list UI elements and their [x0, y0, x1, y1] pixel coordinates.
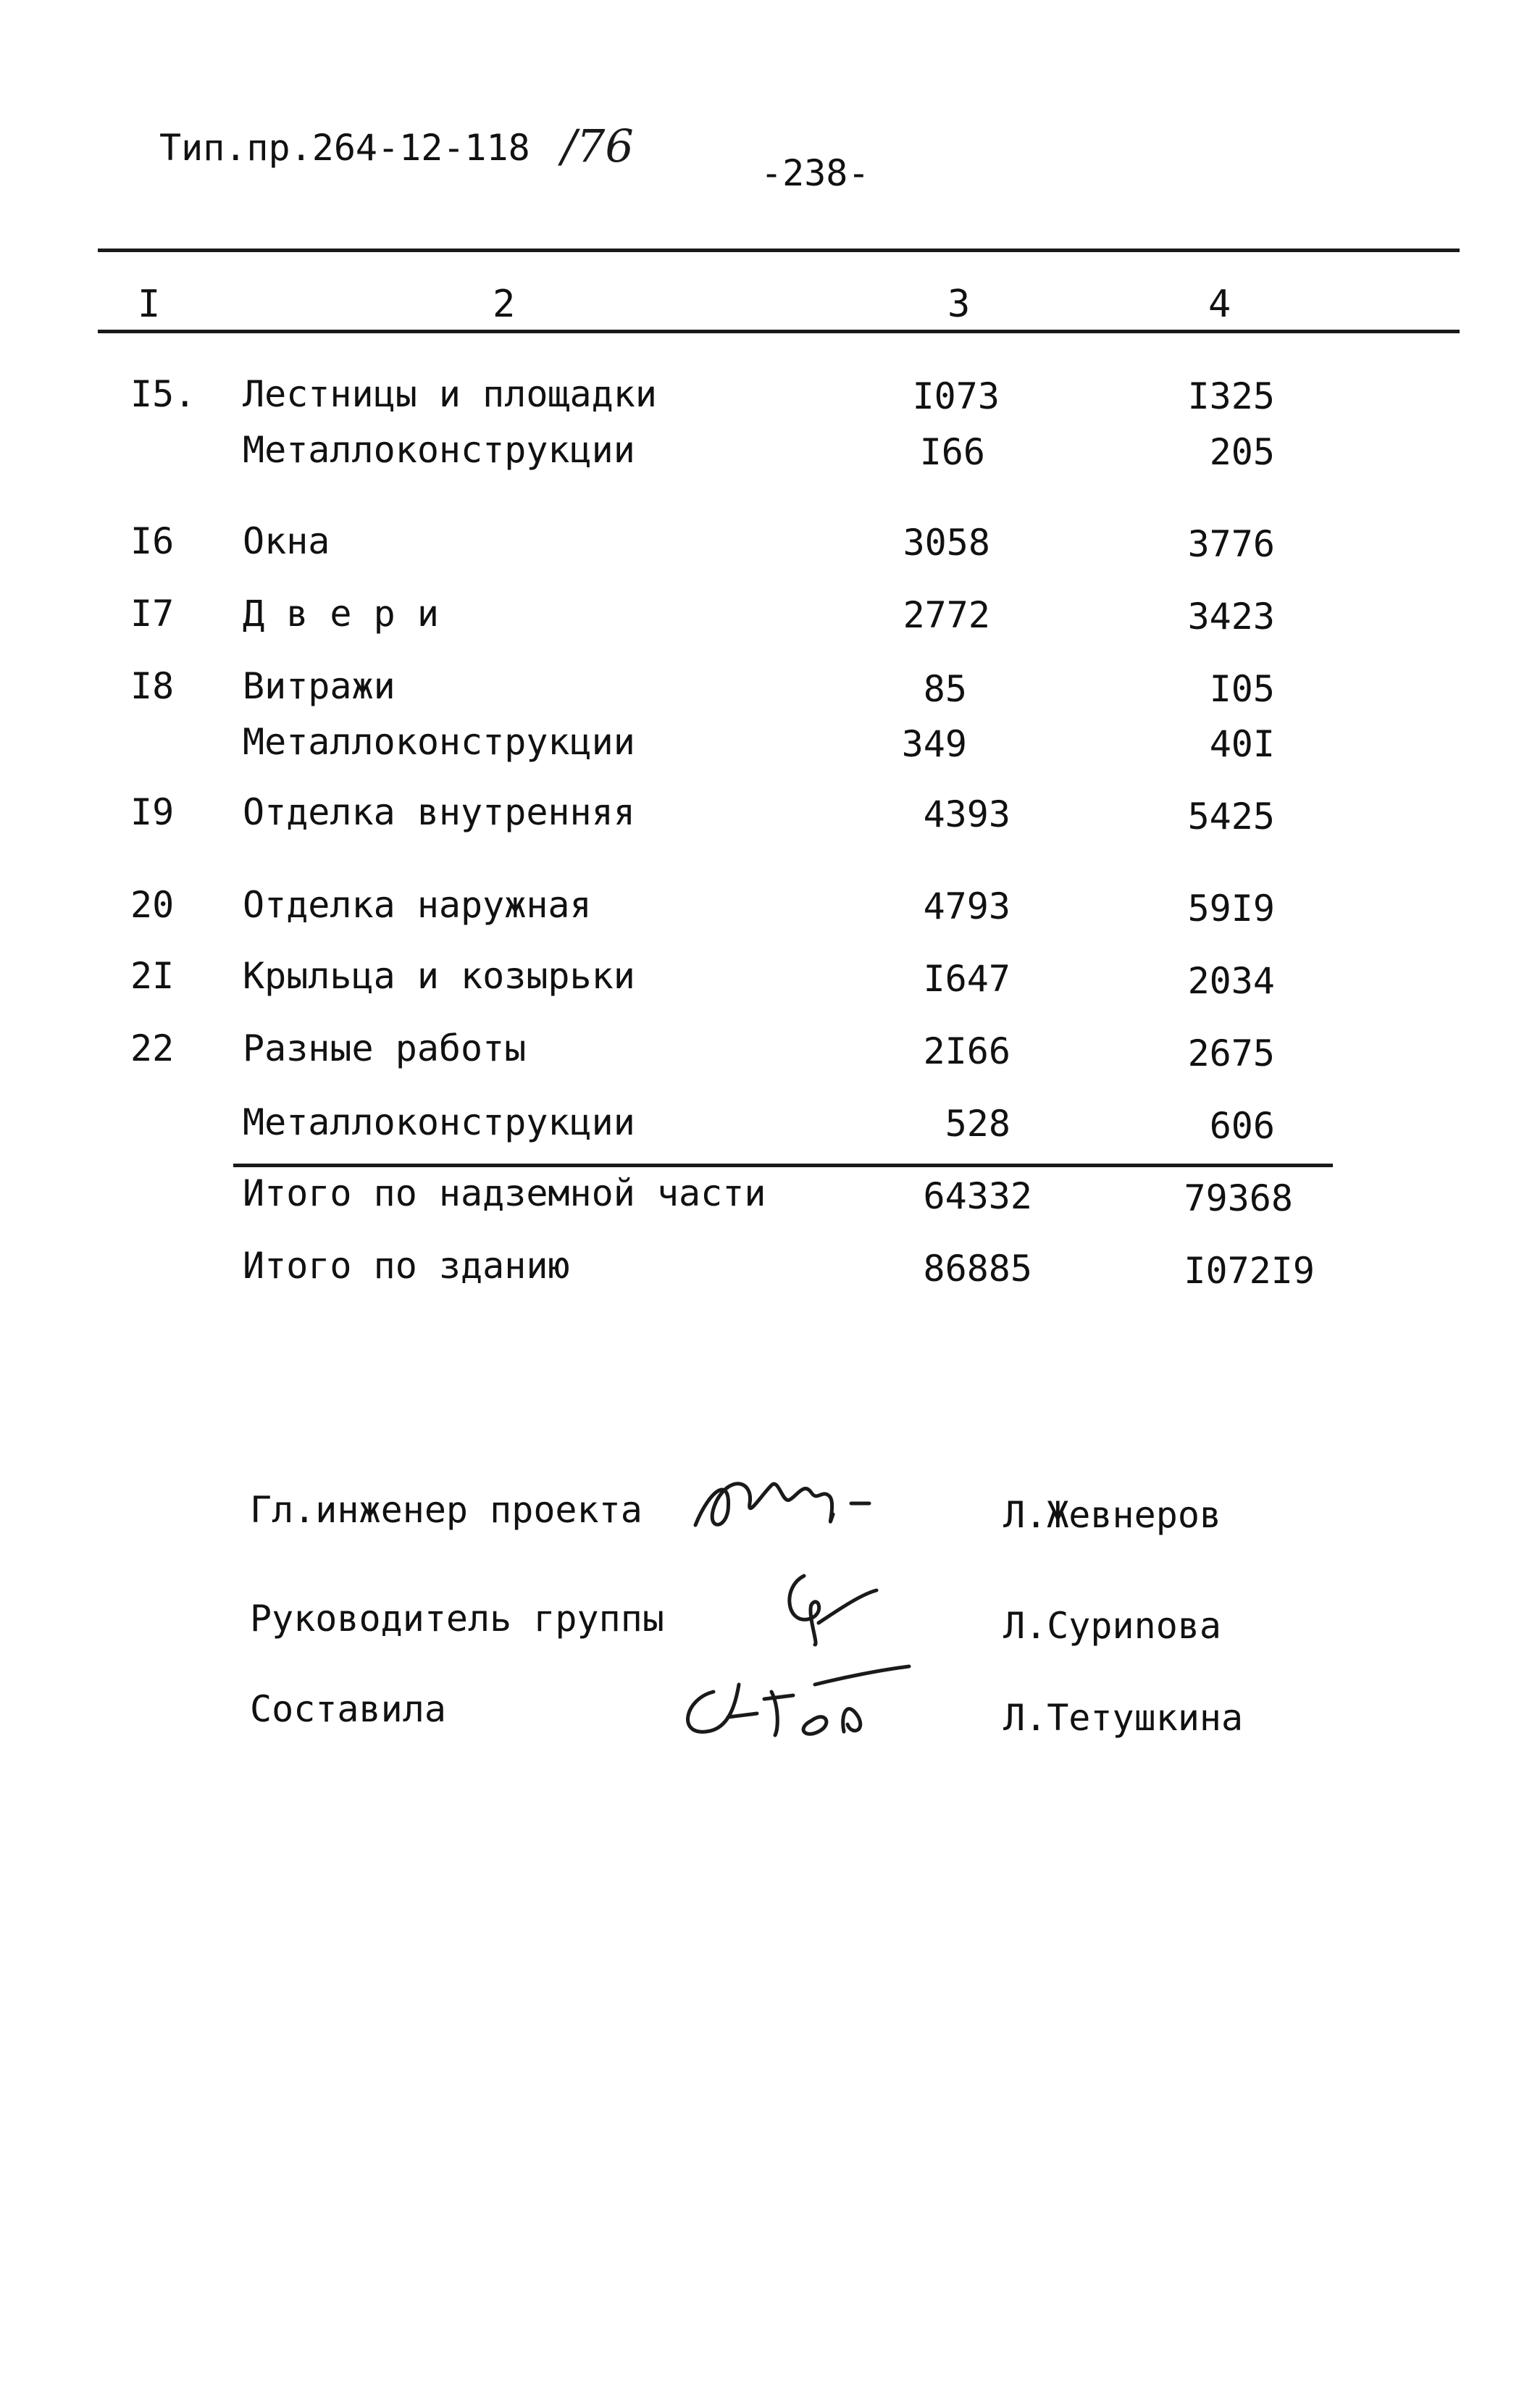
row-number: I5. [130, 373, 196, 415]
signatory-name: Л.Жевнеров [1003, 1494, 1222, 1536]
row-value-col3: I647 [923, 958, 1010, 1000]
row-value-col3: 4393 [923, 793, 1010, 835]
document-code: Тип.пр.264-12-118 [159, 127, 530, 169]
total-value-col4: I072I9 [1184, 1250, 1315, 1292]
table-top-rule [98, 249, 1460, 252]
row-value-col3: 3058 [903, 522, 990, 564]
row-number: 22 [130, 1027, 175, 1069]
total-value-col3: 86885 [923, 1248, 1032, 1290]
page-number: -238- [761, 152, 870, 194]
table-header-rule [98, 330, 1460, 333]
row-name: Окна [243, 520, 330, 562]
signature-role: Гл.инженер проекта [250, 1489, 643, 1531]
row-value-col4: I05 [1209, 668, 1275, 710]
row-value-col3: 85 [923, 668, 967, 710]
handwritten-signature-1 [688, 1460, 891, 1547]
row-name: Д в е р и [243, 593, 439, 635]
column-header-3: 3 [947, 283, 971, 326]
total-label: Итого по надземной части [243, 1172, 766, 1214]
total-value-col3: 64332 [923, 1175, 1032, 1217]
column-header-1: I [138, 283, 161, 326]
row-value-col3: 349 [901, 723, 967, 765]
row-number: I9 [130, 791, 175, 833]
row-name: Отделка наружная [243, 884, 592, 926]
row-number: I8 [130, 665, 175, 707]
signature-role: Руководитель группы [250, 1598, 664, 1640]
row-number: 20 [130, 884, 175, 926]
row-value-col3: 2I66 [923, 1030, 1010, 1072]
row-name: Разные работы [243, 1027, 527, 1069]
row-name: Витражи [243, 665, 396, 707]
row-value-col3: 2772 [903, 594, 990, 636]
row-value-col4: I325 [1187, 375, 1275, 417]
row-value-col4: 606 [1209, 1105, 1275, 1147]
column-header-4: 4 [1208, 283, 1231, 326]
column-header-2: 2 [493, 283, 516, 326]
row-name: Металлоконструкции [243, 721, 635, 763]
row-name: Отделка внутренняя [243, 791, 635, 833]
row-number: 2I [130, 955, 175, 997]
total-label: Итого по зданию [243, 1245, 570, 1287]
row-value-col3: I073 [912, 375, 1000, 417]
row-value-col3: I66 [919, 431, 985, 473]
row-number: I6 [130, 520, 175, 562]
row-value-col4: 205 [1209, 431, 1275, 473]
signature-role: Составила [250, 1688, 446, 1730]
row-value-col3: 528 [945, 1103, 1010, 1145]
row-name: Металлоконструкции [243, 1101, 635, 1143]
row-value-col4: 3776 [1187, 523, 1275, 565]
totals-rule [233, 1164, 1333, 1167]
document-code-suffix: /76 [561, 120, 634, 172]
row-name: Крыльца и козырьки [243, 955, 635, 997]
handwritten-signature-2 [775, 1565, 920, 1652]
row-value-col4: 5425 [1187, 796, 1275, 838]
row-name: Лестницы и площадки [243, 373, 657, 415]
row-value-col3: 4793 [923, 885, 1010, 927]
row-value-col4: 3423 [1187, 596, 1275, 638]
row-number: I7 [130, 593, 175, 635]
row-value-col4: 59I9 [1187, 888, 1275, 930]
row-value-col4: 2675 [1187, 1032, 1275, 1074]
handwritten-signature-3 [670, 1663, 916, 1750]
signatory-name: Л.Суриnова [1003, 1605, 1222, 1647]
row-value-col4: 2034 [1187, 960, 1275, 1002]
row-name: Металлоконструкции [243, 429, 635, 471]
signatory-name: Л.Тетушкина [1003, 1697, 1244, 1739]
total-value-col4: 79368 [1184, 1177, 1293, 1219]
row-value-col4: 40I [1209, 723, 1275, 765]
